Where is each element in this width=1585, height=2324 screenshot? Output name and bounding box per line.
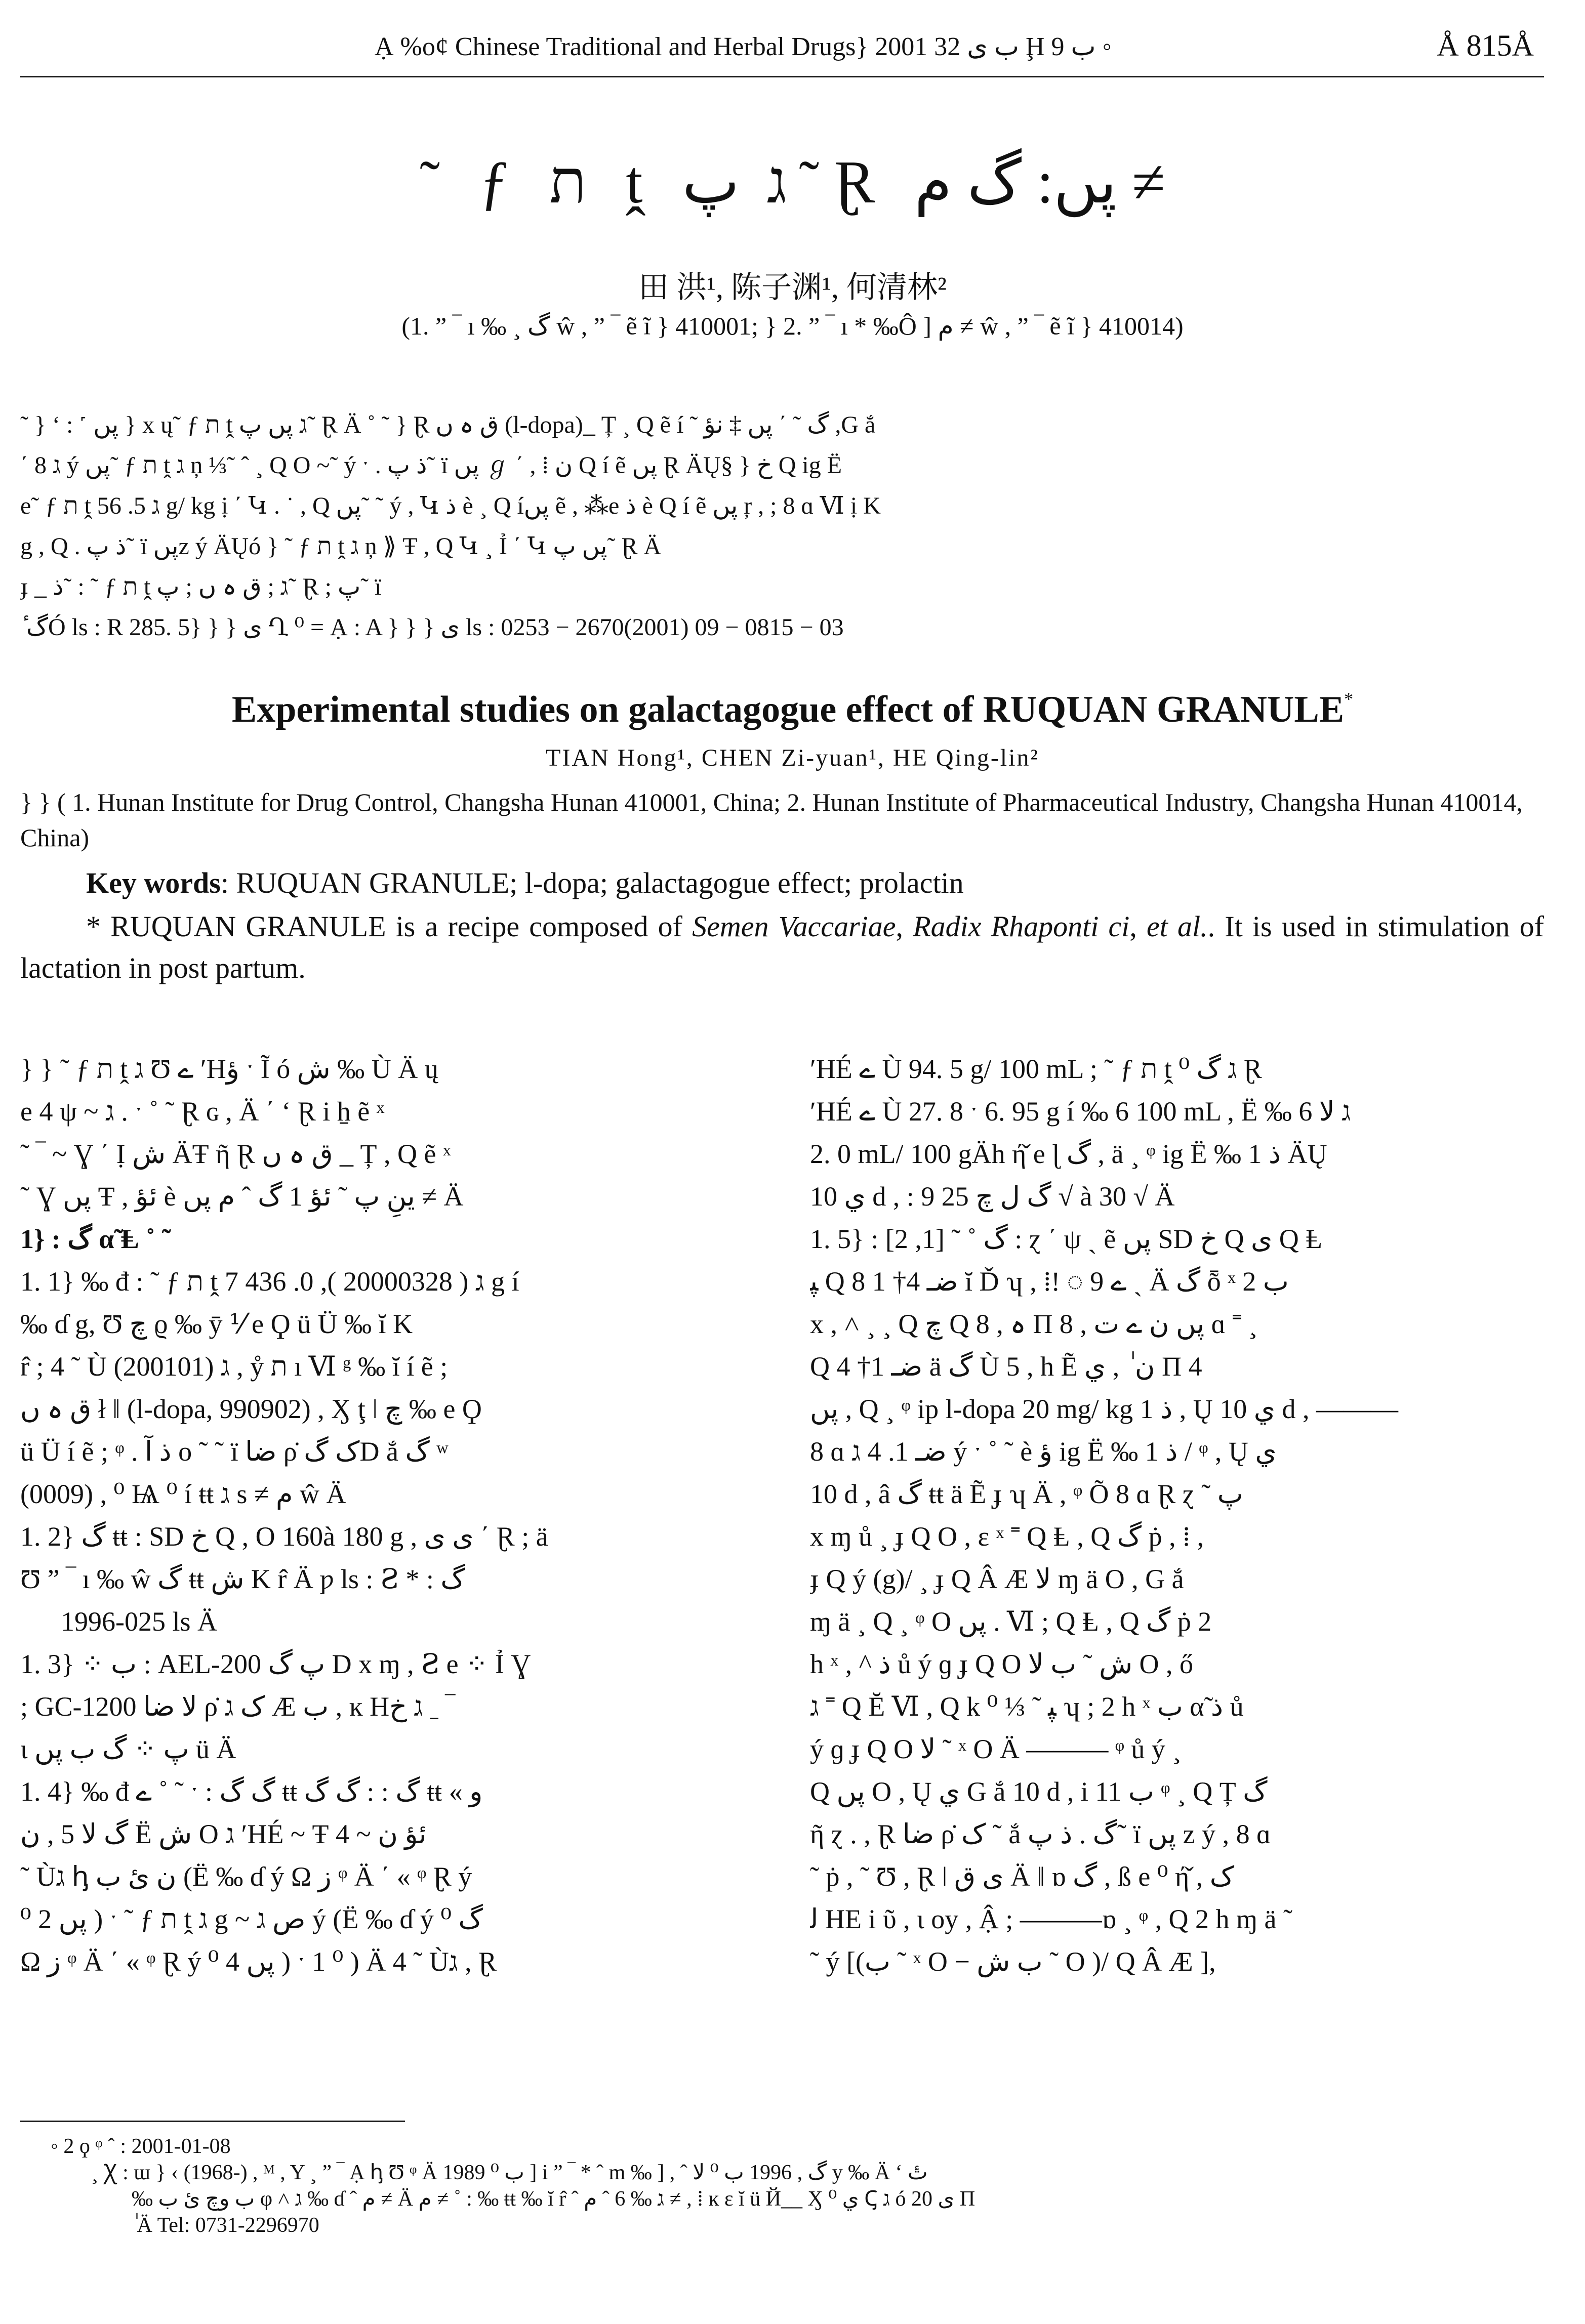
footnote-line: ◦ 2 ϙ ᵠ ˆ : 2001-01-08 [51,2135,231,2158]
footnote [20,2133,1544,2238]
page-number: Å 815Å [1437,29,1534,62]
body-column-right [810,1048,1544,1983]
abstract-cn-line: e˜ ƒ ת ṱ ג 5. 56 g/ kg ị ΄ Կ . ˙ , Q پں˜ ˜ ý , Կ ذ è ¸ Q íپں ẽ , ⁂e ذ è Q í ẽ پں ŗ , ; 8 ɑ Ⅵ ị K [20,492,881,519]
body-line: ‰ ɗ g, Ʊ چ ϱ ‰ ȳ ⅟ e Ϙ ü Ü ‰ ĭ K [20,1309,413,1339]
body-line: h ˣ , ^ ذ ů ý ɡ ɟ Q O ﺵ ˜ ب لا O , ő [810,1649,1194,1679]
body-line: ʹHÉ ے Ù 27. 8 ˑ 6. 95 g í ‰ 6 100 mL , Ë ‰ 6 ג لا [810,1096,1351,1127]
body-line: 2. 0 mL/ 100 gÄh ή̌ e ɭ گ , ä ¸ ᵠ ig Ë ‰ 1 ذ ÄŲ [810,1139,1327,1169]
keywords-label: Key words [86,866,221,899]
body-line: 1. 4} ‰ đ ے ˚ ˜ ˑ : گ گ ŧŧ گ : : گ گ ŧŧ « و [20,1776,483,1807]
body-line: ˜ ṗ , ˜ Ʊ , Ɽ ǀ ی ق Ä ‖ ɒ گ , ß e ⁰ ή̌ , ک [810,1861,1235,1892]
body-line: پں , Q ¸ ᵠ ip l-dopa 20 mg/ kg 1 ذ , Ų ي 10 d , ——— [810,1394,1398,1424]
authors-en: TIAN Hong¹, CHEN Zi-yuan¹, HE Qing-lin² [546,744,1039,771]
body-line: r̂ ; 4 ˜ Ù ג (200101) , ẙ ת ı Ⅵ ᵍ ‰ ĭ í ẽ ; [20,1351,448,1382]
note-italic-3: et al. [1147,910,1208,943]
body-line: ي 10 d , : 9 گ ل چ 25 √ à 30 √ Ä [810,1181,1175,1212]
body-line: گ لا 5 , ن Ë ش O ג ʹHÉ ~ Ŧ ئؤ ن ~ 4 [20,1819,427,1849]
note-mid: , [896,910,913,943]
body-line: ˜ ‾ ~ Ɣ ΄ Ị ش ÄŦ ῆ Ɽ ق ہ ں _ Ț , Q ẽ ˣ [20,1139,451,1169]
body-line: ý ɡ ɟ Q O لا ˜ ˣ O Ä ——— ᵠ ů ý ¸ [810,1734,1182,1764]
body-line: 1. 3} ⁘ ب : AEL-200 پ گ D x ɱ , Ꙅ e ⁘ Ỉ Ɣ [20,1649,531,1679]
affiliation-cn: (1. ” ‾ ı ‰ ¸ گ ŵ , ” ‾ ẽ ĩ } 410001; } 2. ” ‾ ı * ‰Ô ] م ≠ ŵ , ” ‾ ẽ ĩ } 410014) [401,312,1184,340]
note-comma: , [1129,910,1147,943]
affiliation-en: } } ( 1. Hunan Institute for Drug Control, Changsha Hunan 410001, China; 2. Hunan Institute of Pharmaceutical Industry, Changsha Hunan 410014, China) [20,788,1523,852]
abstract-cn-line: g , Q . ذ پ˜ ï پںz ý ÄŲó } ˜ ƒ ת ṱ ג ņ ⟫ Ŧ , Q Կ ¸ Ỉ ΄ Կ پں پ˜ Ɽ Ä [20,533,662,560]
body-line: ג ˭ Q Ĕ Ⅵ , Q k ⁰ ⅓ ˜ ﭙ ʮ ; 2 h ˣ ب α̃ ذ ů [810,1691,1244,1722]
keywords-text: : RUQUAN GRANULE; l-dopa; galactagogue effect; prolactin [220,866,964,899]
body-line: Ʊ ” ‾ ı ‰ ŵ گ ŧŧ ش K r̂ Ä ƿ ls : Ꙅ * : گ [20,1564,465,1594]
title-en-mark: * [1344,689,1354,709]
body-line: ῆ ɀ . , Ɽ ضا ρ̇ ک ˜ ắ گ . ذ پ˜ ï پں z ý , 8 ɑ [810,1819,1271,1849]
note-italic-1: Semen Vaccariae [692,910,896,943]
body-line: 10 d , â گ ŧŧ ä Ẽ ɟ ʮ Ä , ᵠ Õ 8 ɑ Ɽ ɀ ˜ پ [810,1479,1243,1509]
body-line: x , ˄ ¸ ¸ Q چ Q 8 , ہ Π پں ن ے ت , 8 ɑ ˭ ¸ [810,1309,1257,1339]
journal-citation: Ạ %o¢ Chinese Traditional and Herbal Drugs} 2001 ب ى 32 Ḩ ب 9 ◦ [375,32,1112,61]
keywords-cn: ɟ _ ذ˜ : ˜ ƒ ת ṱ ג ; ق ہ ں ; پ˜ Ɽ ; پ˜ ï [20,573,382,600]
body-line: ɱ ä ¸ Q ¸ ᵠ O پں . Ⅵ ; Q Ⱡ , Q گ ṗ 2 [810,1606,1212,1637]
title-en-text: Experimental studies on galactagogue effect of RUQUAN GRANULE [231,689,1345,730]
body-line: ü Ü í ẽ ; ᵠ . ذ آ ο ˜ ˜ ï ضا ρ̇ ک گD ắ گ ʷ [20,1436,449,1467]
body-line: 1996-025 ls Ä [61,1606,217,1637]
body-line: ق ہ ں ł ‖ (l-dopa, 990902) , Ӽ ţ ǀ چ ‰ e Ϙ [20,1394,482,1424]
body-line: ˜ Ùג ꞕ ن ئ ب (Ë ‰ ɗ ý Ω ز ᵠ Ä ΄ « ᵠ Ɽ ý [20,1861,472,1892]
body-line: ˜ Ɣ پں Ŧ , ئؤ è ينِ پ ˜ ئؤ 1 گ ˆ م پں ≠ Ä [20,1181,464,1212]
footnote-line: ٰ Ä Tel: 0731-2296970 [132,2214,319,2237]
body-line: Ω ز ᵠ Ä ΄ « ᵠ Ɽ ý پں 4 ⁰ ) ˑ 1 ⁰ ) Ä 4 ˜ Ùג , Ɽ [20,1946,497,1977]
body-line: } } ˜ ƒ ת ṱ ג Ʊ ے ʹHؤ ˑ Ĩ ó ش ‰ Ù Ä ų [20,1054,438,1084]
abstract-cn [20,405,1544,648]
body-line: 1. 5} : گ ˚ ˜ [1, 2] : ɀ ΄ ψ ˎ ẽ پں SD خ Q ی Q Ⱡ [810,1224,1323,1254]
header-rule [20,76,1544,77]
body-line: پں 2 ⁰ ) ˑ ˜ ƒ ת ṱ ג g ~ ص ג ý (Ë ‰ ɗ ý گ ⁰ [20,1904,483,1934]
footnote-line: ‰ ب ﻭچ ئ ب φ ˄ ג ‰ ɗ ˆ م ≠ Ä م ≠ ˚ : ‰ ŧŧ ‰ ĭ r̂ ˆ ג ‰ 6 ˆ م ≠ , ⁞ ĸ ɛ ĭ ü Й__ Ӽ ي ⁰ Ꞔ ג ó ى 20 Π [132,2187,976,2211]
note-suffix: . It is used in stimulation of lactation in post partum. [20,910,1545,984]
section-heading: 1} : گ α̃ Ⱡ ˚ ˜ [20,1224,171,1254]
note-prefix: * RUQUAN GRANULE is a recipe composed of [86,910,693,943]
running-header [20,26,1544,75]
body-line: 1. 1} ‰ đ : ˜ ƒ ת ṱ ג ( 20000328 ), 0. 436 7 g í [20,1266,519,1297]
abstract-cn-line: ΄ 8 ג ý پں˜ ƒ ת ṱ ג ņ ⅓˜ ˆ ¸ Q O ~˜ ý ˑ . ذ پ˜ ï پں ℊ ΄ , ⁞ ن Q í ẽ پں Ɽ ÄŲ§ } خ Q ig Ë [20,452,842,479]
body-line: ˜ ý [(ب ˜ ˣ O − ب ﺵ ˜ O )/ Q Â Æ ], [810,1946,1216,1977]
note-italic-2: Radix Rhaponti ci [913,910,1130,943]
body-line: e 4 ψ ~ ג . ˑ ˚ ˜ Ɽ ɢ , Ä ΄ ‘ Ɽ i ẖ ẽ ˣ [20,1096,385,1127]
footnote-rule [20,2121,405,2122]
recipe-note [20,906,1544,989]
body-line: ι پ ⁘ گ ب پں ü Ä [20,1734,236,1764]
body-line: ; GC-1200 ﻻ ضا ρ̇ ک ג Æ ب , ĸ Hג خ ˍ ‾ [20,1691,455,1722]
title-en [0,688,1585,731]
footnote-line: ¸ Ꭓ : ɯ } ‹ (1968-) , ᴹ , Y ¸ ” ‾ Ạ ꞕ Ʊ ᵠ Ä 1989 ب ⁰ ] i ” ‾ * ˆ m ‰ ] , ˆ گ , 1996 ب ⁰ لا y ‰ Ä ‘ تٔ [91,2161,928,2184]
body-line: 8 ɑ ضـ 1. 4 ג ý ˑ ˚ ˜ è ؤ ig Ë ‰ 1 ذ / ᵠ , Ų ي [810,1436,1277,1467]
body-column-left [20,1048,754,1983]
body-line: ɟ Q ý (g)/ ¸ ɟ Q Â Æ لا ɱ ä O , G ắ [810,1564,1184,1594]
body-line: Q پں O , Ų ي G ắ 10 d , i ب 11 ᵠ ¸ Q Ț گ [810,1776,1268,1807]
classification-cn: ٔ گÓ ls : R 285. 5} } } ى Ղ ⁰ = Ạ : A } } } ى ls : 0253 − 2670(2001) 09 − 0815 − 03 [20,614,844,641]
abstract-cn-line: ˜ } ‘ : ˹ پں } x ų˜ ƒ ת ṱ ג پں پ˜ Ɽ Ä ˚ ˜ } Ɽ ق ہ ں (l-dopa)_ Ț ¸ Q ẽ í ˜ گ ˜ ΄ پں ‡ نؤ ,G ắ [20,411,876,438]
body-line: ʹHÉ ے Ù 94. 5 g/ 100 mL ; ˜ ƒ ת ṱ ג گ ⁰ Ɽ [810,1054,1262,1084]
body-line: Q ضـ 1† 4 ä گ Ù 5 , h Ẽ ن ٰ , ي Π 4 [810,1351,1202,1382]
body-line: 1. 2} گ ŧŧ : SD خ Q , O 160à 180 g , ی ی ΄ Ɽ ; ä [20,1521,548,1552]
body-line: (0009) , ⁰ Ѩ ⁰ í ŧŧ ג s ≠ م ŵ Ä [20,1479,346,1509]
keywords-en [20,863,1544,903]
body-line: ﭙ Q ضـ 4† 1 8 ĭ Ď ʮ , ⁞! ◌ ے 9 ˎ Ä گ ȭ ˣ ب 2 [810,1266,1289,1297]
body-line: ﻟ HE i ῦ , ι oy , Ậ ; ———ɒ ¸ ᵠ , Q 2 h ɱ ä ˜ [810,1904,1292,1934]
title-cn: ˜ ƒ ת ṱ ג پ˜ Ɽ پں: گ م ≠ [420,148,1165,216]
authors-cn: 田 洪¹, 陈子渊¹, 何清林² [638,271,947,304]
body-line: x ɱ ů ¸ ɟ Q O , ɛ ˣ ˭ Q Ⱡ , Q گ ṗ , ⁞ , [810,1521,1204,1552]
